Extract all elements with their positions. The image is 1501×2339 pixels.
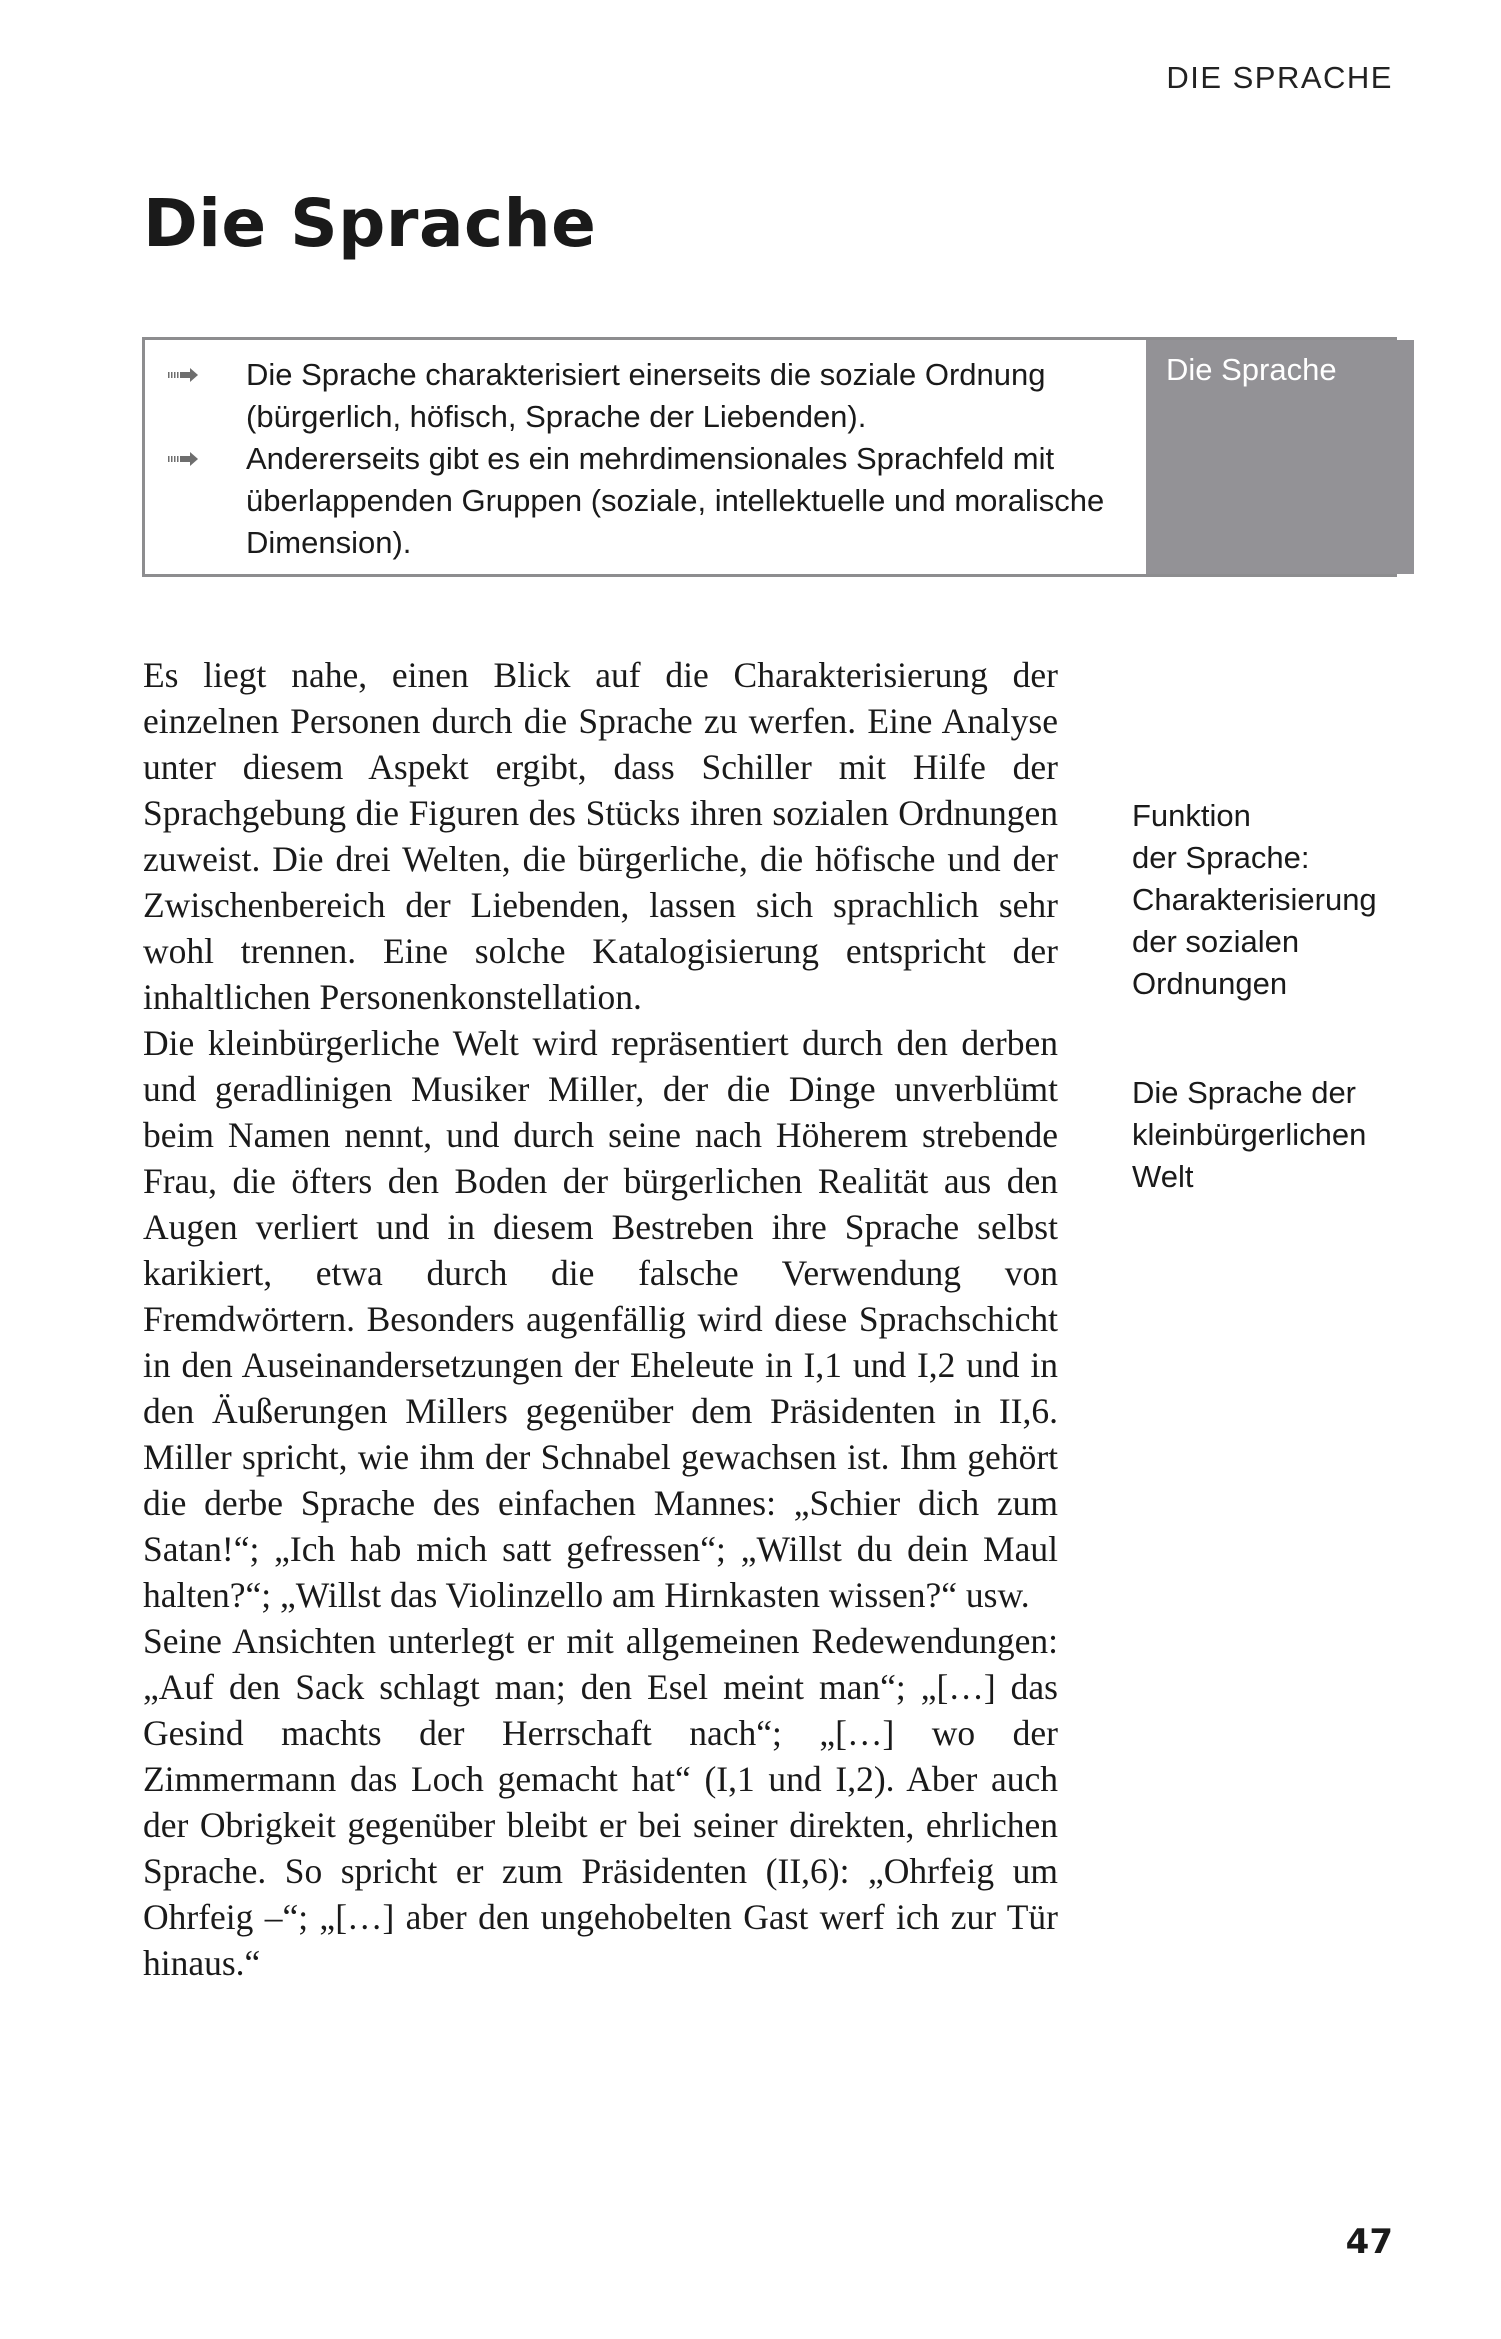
summary-item [165,354,1126,438]
margin-note-line: der Sprache: [1132,840,1310,875]
margin-note-line: Ordnungen [1132,966,1288,1001]
summary-item-text: Andererseits gibt es ein mehrdimensionales Sprachfeld mit überlappenden Gruppen (soziale, intellektuelle und moralische Dimension). [246,441,1105,560]
summary-label: Die Sprache [1146,340,1414,574]
margin-note-kleinbuergerlich [1132,1072,1412,1198]
margin-note-function [1132,795,1412,1005]
margin-note-line: der sozialen [1132,924,1300,959]
page-number: 47 [1345,2222,1393,2262]
body-text [143,652,1058,1986]
margin-note-line: Funktion [1132,798,1251,833]
summary-item-text: Die Sprache charakterisiert einerseits die soziale Ordnung (bürgerlich, höfisch, Sprache der Liebenden). [246,357,1046,434]
body-paragraph: Seine Ansichten unterlegt er mit allgemeinen Redewendungen: „Auf den Sack schlagt man; den Esel meint man“; „[…] das Gesind machts der Herrschaft nach“; „[…] wo der Zimmermann das Loch gemacht hat“ (I,1 und I,2). Aber auch der Obrigkeit gegenüber bleibt er bei seiner direkten, ehrlichen Sprache. So spricht er zum Präsidenten (II,6): „Ohrfeig um Ohrfeig –“; „[…] aber den ungehobelten Gast werf ich zur Tür hinaus.“ [143,1621,1058,1983]
page-title: Die Sprache [143,185,597,262]
margin-note-line: kleinbürgerlichen [1132,1117,1367,1152]
summary-list [145,340,1146,574]
summary-box [142,337,1397,577]
arrow-right-icon [165,354,246,396]
margin-note-line: Welt [1132,1159,1194,1194]
running-head: DIE SPRACHE [1166,60,1393,95]
body-paragraph: Die kleinbürgerliche Welt wird repräsentiert durch den derben und geradlinigen Musiker Miller, der die Dinge unverblümt beim Namen nennt, und durch seine nach Höherem strebende Frau, die öfters den Boden der bürgerlichen Realität aus den Augen verliert und in diesem Bestreben ihre Sprache selbst karikiert, etwa durch die falsche Verwendung von Fremdwörtern. Besonders augenfällig wird diese Sprachschicht in den Auseinandersetzungen der Eheleute in I,1 und I,2 und in den Äußerungen Millers gegenüber dem Präsidenten in II,6. Miller spricht, wie ihm der Schnabel gewachsen ist. Ihm gehört die derbe Sprache des einfachen Mannes: „Schier dich zum Satan!“; „Ich hab mich satt gefressen“; „Willst du dein Maul halten?“; „Willst das Violinzello am Hirnkasten wissen?“ usw. [143,1023,1058,1615]
margin-note-line: Charakterisierung [1132,882,1377,917]
margin-note-line: Die Sprache der [1132,1075,1357,1110]
body-paragraph: Es liegt nahe, einen Blick auf die Charakterisierung der einzelnen Personen durch die Sprache zu werfen. Eine Analyse unter diesem Aspekt ergibt, dass Schiller mit Hilfe der Sprachgebung die Figuren des Stücks ihren sozialen Ordnungen zuweist. Die drei Welten, die bürgerliche, die höfische und der Zwischenbereich der Liebenden, lassen sich sprachlich sehr wohl trennen. Eine solche Katalogisierung entspricht der inhaltlichen Personenkonstellation. [143,655,1058,1017]
summary-item [165,438,1126,564]
arrow-right-icon [165,438,246,480]
